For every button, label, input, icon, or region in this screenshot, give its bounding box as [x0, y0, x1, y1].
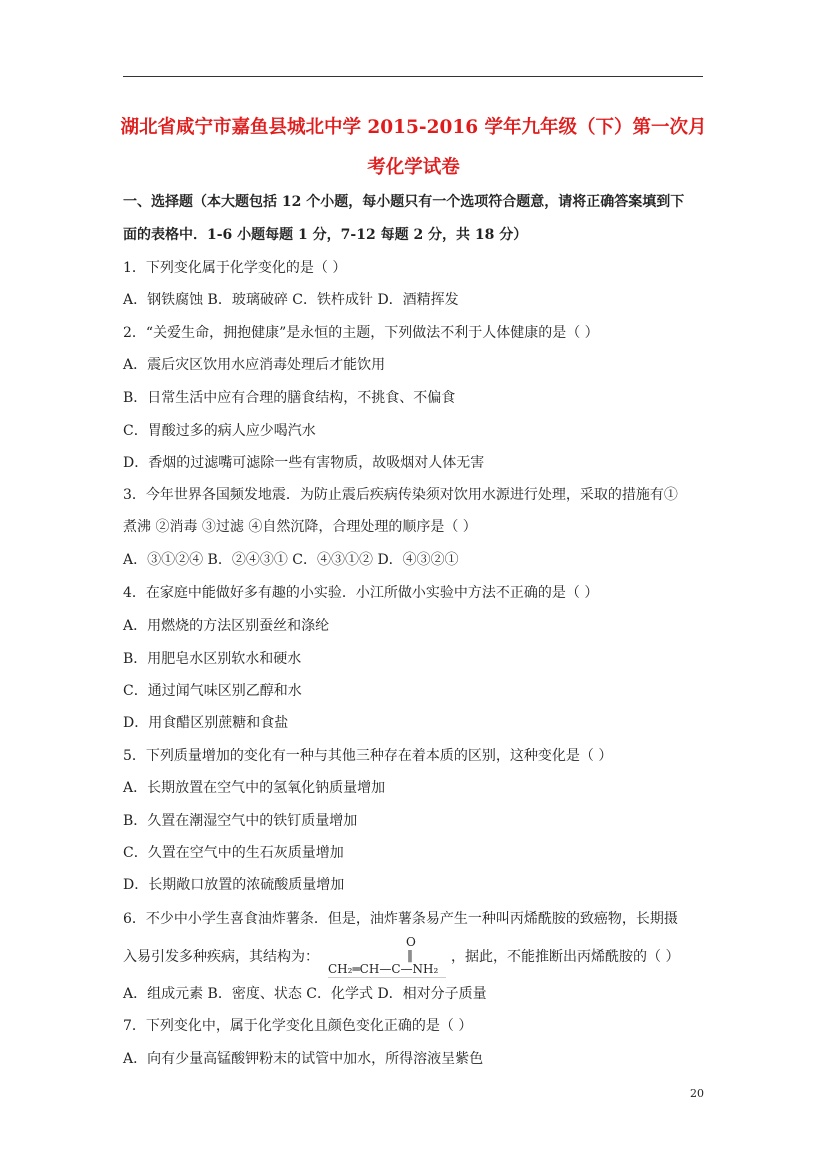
section-heading-line-2: 面的表格中．1-6 小题每题 1 分，7-12 每题 2 分，共 18 分）	[123, 227, 528, 243]
question-3-line-2: 煮沸 ②消毒 ③过滤 ④自然沉降，合理处理的顺序是（ ）	[123, 519, 477, 535]
question-6-line-1: 6．不少中小学生喜食油炸薯条．但是，油炸薯条易产生一种叫丙烯酰胺的致癌物，长期摄	[123, 911, 678, 927]
header-rule	[123, 76, 703, 77]
exam-title-line-2: 考化学试卷	[367, 157, 460, 178]
question-5-option-a: A．长期放置在空气中的氢氧化钠质量增加	[123, 780, 386, 796]
question-5-option-b: B．久置在潮湿空气中的铁钉质量增加	[123, 813, 358, 829]
question-4-option-d: D．用食醋区别蔗糖和食盐	[123, 715, 289, 731]
formula-oxygen: O	[406, 935, 416, 949]
question-6-line-2-end: ，据此，不能推断出丙烯酰胺的（ ）	[451, 949, 680, 965]
question-2-option-c: C．胃酸过多的病人应少喝汽水	[123, 423, 316, 439]
page-number: 20	[690, 1087, 704, 1100]
question-7: 7．下列变化中，属于化学变化且颜色变化正确的是（ ）	[123, 1018, 473, 1034]
formula-main-chain: CH₂═CH—C—NH₂	[328, 962, 439, 976]
exam-title-line-1: 湖北省咸宁市嘉鱼县城北中学 2015-2016 学年九年级（下）第一次月	[120, 117, 707, 138]
question-4: 4．在家庭中能做好多有趣的小实验．小江所做小实验中方法不正确的是（ ）	[123, 585, 599, 601]
question-6-options: A．组成元素 B．密度、状态 C．化学式 D．相对分子质量	[123, 986, 487, 1002]
question-2-option-d: D．香烟的过滤嘴可滤除一些有害物质，故吸烟对人体无害	[123, 455, 485, 471]
question-3-options: A．③①②④ B．②④③① C．④③①② D．④③②①	[123, 552, 459, 568]
question-5-option-c: C．久置在空气中的生石灰质量增加	[123, 845, 344, 861]
question-2: 2．“关爱生命，拥抱健康”是永恒的主题，下列做法不利于人体健康的是（ ）	[123, 325, 599, 341]
question-1: 1．下列变化属于化学变化的是（ ）	[123, 260, 347, 276]
question-7-option-a: A．向有少量高锰酸钾粉末的试管中加水，所得溶液呈紫色	[123, 1051, 484, 1067]
formula-double-bond: ‖	[407, 948, 413, 962]
question-2-option-b: B．日常生活中应有合理的膳食结构，不挑食、不偏食	[123, 390, 456, 406]
question-5: 5．下列质量增加的变化有一种与其他三种存在着本质的区别，这种变化是（ ）	[123, 748, 613, 764]
question-3-line-1: 3．今年世界各国频发地震．为防止震后疾病传染须对饮用水源进行处理，采取的措施有①	[123, 487, 678, 503]
question-4-option-b: B．用肥皂水区别软水和硬水	[123, 651, 302, 667]
question-5-option-d: D．长期敞口放置的浓硫酸质量增加	[123, 877, 345, 893]
acrylamide-structure-formula	[326, 934, 448, 978]
question-1-options: A．钢铁腐蚀 B．玻璃破碎 C．铁杵成针 D．酒精挥发	[123, 292, 459, 308]
question-2-option-a: A．震后灾区饮用水应消毒处理后才能饮用	[123, 357, 386, 373]
section-heading-line-1: 一、选择题（本大题包括 12 个小题，每小题只有一个选项符合题意，请将正确答案填到下	[123, 194, 685, 210]
question-4-option-a: A．用燃烧的方法区别蚕丝和涤纶	[123, 618, 330, 634]
question-4-option-c: C．通过闻气味区别乙醇和水	[123, 683, 302, 699]
question-6-line-2-start: 入易引发多种疾病，其结构为：	[123, 949, 319, 965]
